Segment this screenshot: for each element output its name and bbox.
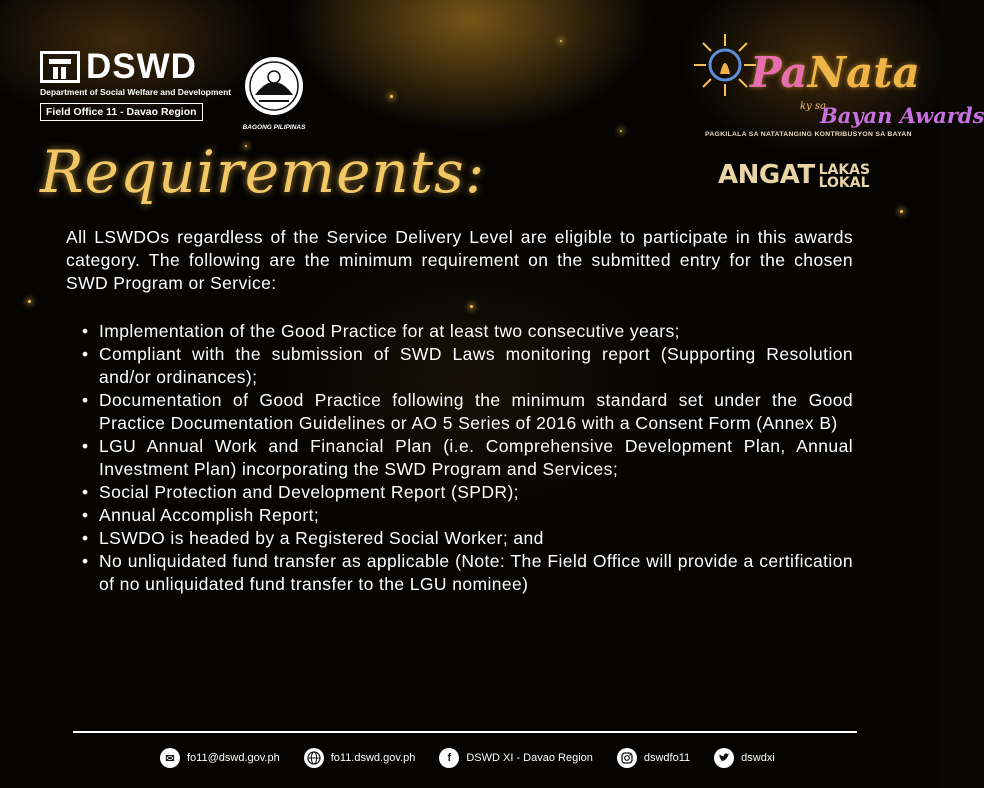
footer-contacts bbox=[160, 748, 799, 768]
sparkle bbox=[900, 210, 903, 213]
bagong-pilipinas-seal-icon bbox=[243, 55, 305, 117]
facebook-text[interactable]: DSWD XI - Davao Region bbox=[466, 752, 593, 764]
email-text[interactable]: fo11@dswd.gov.ph bbox=[187, 752, 280, 764]
footer-twitter[interactable] bbox=[714, 748, 775, 768]
dswd-wordmark: DSWD bbox=[86, 47, 197, 86]
requirement-text: Annual Accomplish Report; bbox=[99, 505, 320, 525]
requirement-text: Implementation of the Good Practice for at least two consecutive years; bbox=[99, 321, 680, 341]
instagram-text[interactable]: dswdfo11 bbox=[643, 752, 691, 764]
dswd-emblem-icon bbox=[40, 51, 80, 83]
panata-wordmark bbox=[750, 48, 920, 97]
bullet-icon: • bbox=[82, 436, 89, 456]
page-title: Requirements: bbox=[40, 138, 486, 206]
sparkle bbox=[28, 300, 31, 303]
facebook-icon: f bbox=[439, 748, 459, 768]
angat-lakas-lokal-logo bbox=[718, 160, 870, 190]
twitter-text[interactable]: dswdxi bbox=[741, 752, 775, 764]
requirement-text: Compliant with the submission of SWD Laws monitoring report (Supporting Resolution and/or ordinances); bbox=[99, 344, 853, 387]
panata-bayan-awards: Bayan Awards bbox=[820, 103, 984, 128]
sparkle bbox=[560, 40, 562, 42]
requirement-text: LSWDO is headed by a Registered Social Worker; and bbox=[99, 528, 544, 548]
list-item bbox=[66, 343, 853, 389]
footer-instagram[interactable] bbox=[617, 748, 690, 768]
list-item bbox=[66, 320, 853, 343]
list-item bbox=[66, 504, 853, 527]
footer-email[interactable] bbox=[160, 748, 280, 768]
twitter-icon bbox=[714, 748, 734, 768]
bullet-icon: • bbox=[82, 505, 89, 525]
footer-divider bbox=[73, 731, 857, 733]
requirement-text: Documentation of Good Practice following the minimum standard set under the Good Practice Documentation Guidelines or AO 5 Series of 2016 with a Consent Form (Annex B) bbox=[99, 390, 853, 433]
list-item bbox=[66, 527, 853, 550]
bullet-icon: • bbox=[82, 390, 89, 410]
bullet-icon: • bbox=[82, 482, 89, 502]
panata-pa: Pa bbox=[750, 48, 808, 97]
globe-icon bbox=[304, 748, 324, 768]
dswd-field-office: Field Office 11 - Davao Region bbox=[40, 103, 203, 121]
sparkle bbox=[620, 130, 622, 132]
sparkle bbox=[390, 95, 393, 98]
requirement-text: No unliquidated fund transfer as applicable (Note: The Field Office will provide a certification of no unliquidated fund transfer to the LGU nominee) bbox=[99, 551, 853, 594]
website-text[interactable]: fo11.dswd.gov.ph bbox=[330, 752, 416, 764]
sparkle bbox=[470, 305, 473, 308]
intro-paragraph: All LSWDOs regardless of the Service Delivery Level are eligible to participate in this awards category. The following are the minimum requirement on the submitted entry for the chosen SWD Program or Service: bbox=[66, 227, 853, 293]
bullet-icon: • bbox=[82, 321, 89, 341]
mail-icon: ✉ bbox=[160, 748, 180, 768]
angat-word: ANGAT bbox=[718, 160, 815, 190]
requirement-text: LGU Annual Work and Financial Plan (i.e. Comprehensive Development Plan, Annual Investment Plan) incorporating the SWD Program and Services; bbox=[99, 436, 853, 479]
bullet-icon: • bbox=[82, 528, 89, 548]
footer-website[interactable] bbox=[304, 748, 416, 768]
requirement-text: Social Protection and Development Report (SPDR); bbox=[99, 482, 519, 502]
footer-facebook[interactable] bbox=[439, 748, 593, 768]
bullet-icon: • bbox=[82, 344, 89, 364]
list-item bbox=[66, 550, 853, 596]
lakas-lokal-words bbox=[819, 164, 871, 190]
bagong-pilipinas-logo bbox=[238, 55, 310, 131]
list-item bbox=[66, 435, 853, 481]
panata-nata: Nata bbox=[807, 48, 920, 97]
list-item bbox=[66, 481, 853, 504]
list-item bbox=[66, 389, 853, 435]
requirements-list bbox=[66, 320, 853, 596]
panata-ko-sa-bayan-awards-logo bbox=[690, 28, 984, 148]
bagong-pilipinas-text: BAGONG PILIPINAS bbox=[242, 124, 306, 131]
bullet-icon: • bbox=[82, 551, 89, 571]
lakas-word: LAKAS bbox=[818, 162, 871, 178]
dswd-logo bbox=[40, 47, 232, 121]
panata-tagline: PAGKILALA SA NATATANGING KONTRIBUSYON SA BAYAN bbox=[705, 131, 912, 138]
instagram-icon bbox=[617, 748, 637, 768]
lokal-word: LOKAL bbox=[818, 175, 870, 191]
panata-ky-sa: ky sa bbox=[800, 101, 826, 112]
dswd-department-name: Department of Social Welfare and Development bbox=[40, 87, 232, 97]
